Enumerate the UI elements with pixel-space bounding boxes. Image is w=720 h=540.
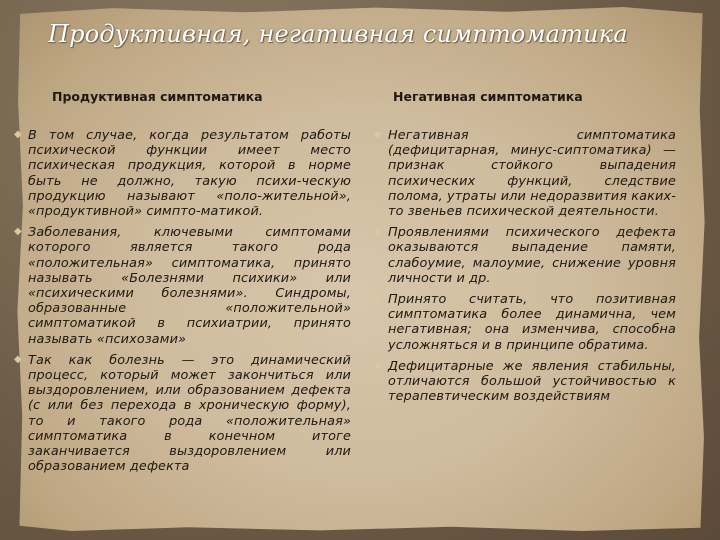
list-item-text: Так как болезнь — это динамический процесс, который может закончиться или выздоровлением, или образованием дефекта (с или без перехода в хроническую форму), то и такого рода «положительная» симптоматика в конечном итоге заканчивается выздоровлением или образованием дефекта <box>28 352 351 475</box>
list-item-text: Заболевания, ключевыми симптомами которого является такого рода «положительная» симптоматика, принято называть «Болезнями психики» или «психическими болезнями». Синдромы, образованные «положительной» симптоматикой в психиатрии, принято называть «психозами» <box>28 225 351 347</box>
diamond-bullet-icon: ◆ <box>14 129 22 140</box>
negative-symptoms-list <box>374 128 676 410</box>
productive-symptoms-list <box>14 128 351 480</box>
productive-column-heading: Продуктивная симптоматика <box>52 89 263 104</box>
list-item-text: Проявлениями психического дефекта оказываются выпадение памяти, слабоумие, малоумие, снижение уровня личности и др. <box>388 225 676 286</box>
list-item <box>374 292 676 353</box>
diamond-bullet-icon: ◆ <box>374 129 382 140</box>
diamond-bullet-icon: ◆ <box>374 293 382 305</box>
list-item-text: Негативная симптоматика (дефицитарная, минус-сиптоматика) — признак стойкого выпадения психических функций, следствие полома, утраты или недоразвития каких-то звеньев психической деятельности. <box>388 128 676 220</box>
list-item-text: В том случае, когда результатом работы психической функции имеет место психическая продукция, которой в норме быть не должно, такую психи-ческую продукцию называют «поло-жительной», «продуктивной» симпто-матикой. <box>28 128 351 220</box>
list-item <box>14 353 351 475</box>
diamond-bullet-icon: ◆ <box>14 226 22 238</box>
diamond-bullet-icon: ◆ <box>14 353 22 365</box>
negative-column-heading: Негативная симптоматика <box>393 89 583 104</box>
diamond-bullet-icon: ◆ <box>374 359 382 371</box>
list-item-text: Дефицитарные же явления стабильны, отличаются большой устойчивостью к терапевтическим воздействиям <box>388 358 676 405</box>
list-item <box>374 359 676 405</box>
slide-title: Продуктивная, негативная симптоматика <box>48 20 628 48</box>
list-item <box>374 225 676 286</box>
list-item-text: Принято считать, что позитивная симптоматика более динамична, чем негативная; она изменчива, способна усложняться и в принципе обратима. <box>388 292 676 353</box>
list-item <box>14 225 351 347</box>
list-item <box>374 128 676 219</box>
diamond-bullet-icon: ◆ <box>374 226 382 238</box>
list-item <box>14 128 351 219</box>
